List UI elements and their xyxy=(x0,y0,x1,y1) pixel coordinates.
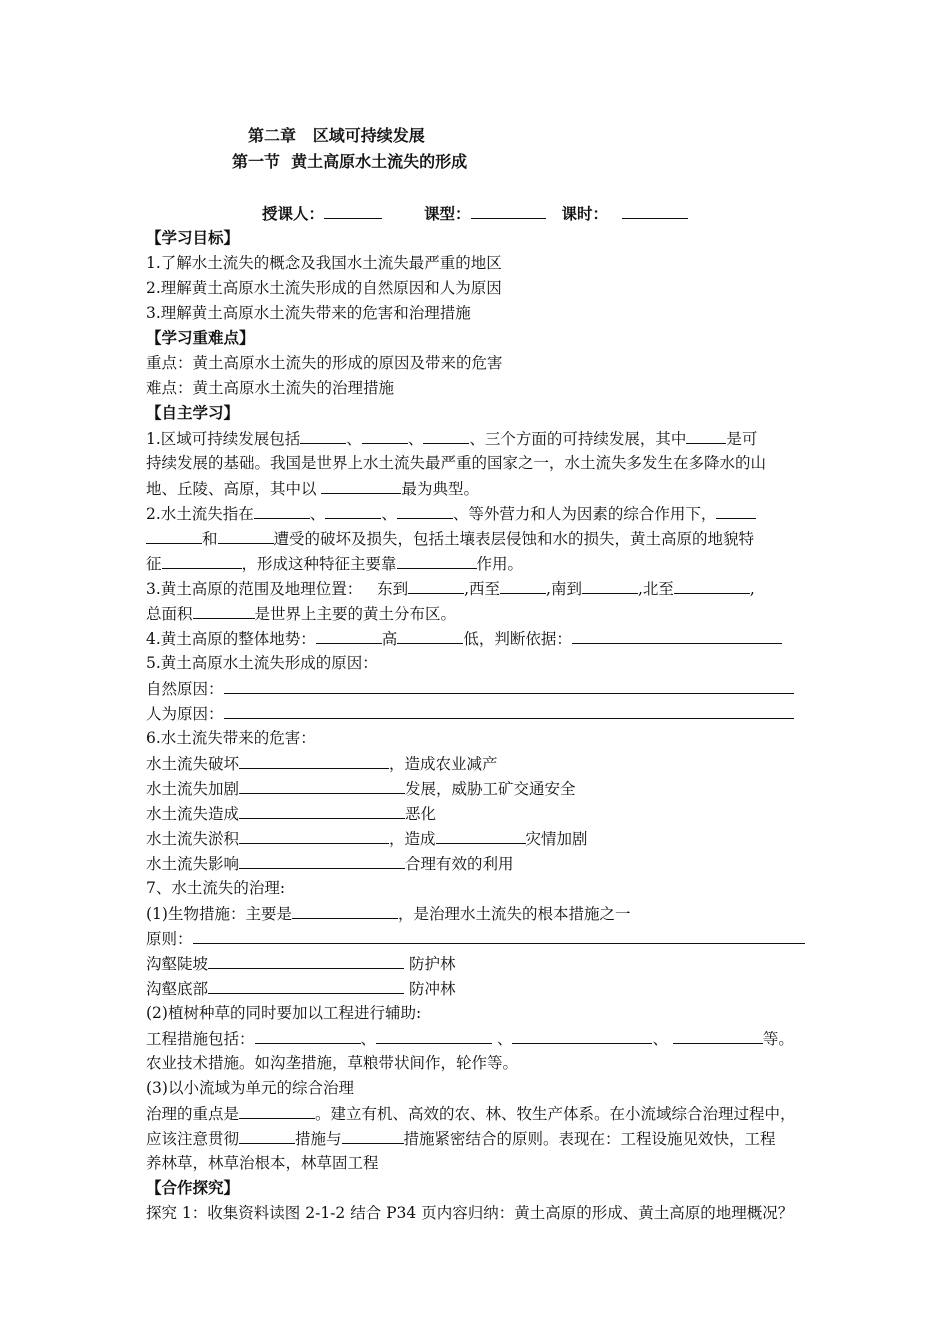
q7-eng-heading: (2)植树种草的同时要加以工程进行辅助: xyxy=(146,1004,422,1022)
q7-slope: 沟壑陡坡 防护林 xyxy=(146,955,456,973)
q3-line2: 总面积 是世界上主要的黄土分布区。 xyxy=(146,605,457,623)
blank[interactable] xyxy=(397,553,477,569)
blank[interactable] xyxy=(162,553,242,569)
q7-heading: 7、水土流失的治理: xyxy=(146,879,286,897)
blank[interactable] xyxy=(673,1028,763,1044)
blank[interactable] xyxy=(224,703,794,719)
q6-row: 水土流失加剧 发展，威胁工矿交通安全 xyxy=(146,780,576,798)
blank[interactable] xyxy=(208,953,404,969)
type-blank[interactable] xyxy=(471,203,546,219)
blank[interactable] xyxy=(255,1028,361,1044)
q7-bio: (1)生物措施：主要是 ，是治理水土流失的根本措施之一 xyxy=(146,905,631,923)
blank[interactable] xyxy=(193,928,805,944)
q6-heading: 6.水土流失带来的危害： xyxy=(146,729,316,747)
blank[interactable] xyxy=(674,578,750,594)
blank[interactable] xyxy=(239,1128,295,1144)
blank[interactable] xyxy=(239,753,389,769)
blank[interactable] xyxy=(239,1103,315,1119)
goals-heading: 【学习目标】 xyxy=(146,229,240,247)
blank[interactable] xyxy=(239,828,389,844)
teacher-blank[interactable] xyxy=(324,203,382,219)
focus-text: 重点：黄土高原水土流失的形成的原因及带来的危害 xyxy=(146,354,503,372)
blank[interactable] xyxy=(716,503,756,519)
blank[interactable] xyxy=(362,428,408,444)
blank[interactable] xyxy=(208,978,404,994)
q6-row: 水土流失影响 合理有效的利用 xyxy=(146,855,514,873)
hours-label: 课时： xyxy=(561,205,609,223)
q7-agri: 农业技术措施。如沟垄措施，草粮带状间作，轮作等。 xyxy=(146,1054,519,1072)
blank[interactable] xyxy=(397,503,453,519)
hours-blank[interactable] xyxy=(622,203,688,219)
q5-natural: 自然原因： xyxy=(146,678,794,699)
blank[interactable] xyxy=(224,678,794,694)
difficulty-text: 难点：黄土高原水土流失的治理措施 xyxy=(146,379,395,397)
q7-basin-heading: (3)以小流域为单元的综合治理 xyxy=(146,1079,354,1097)
teacher-label: 授课人： xyxy=(262,205,325,223)
q2-line1: 2.水土流失指在 、 、 、等外营力和人为因素的综合作用下， xyxy=(146,503,756,524)
chapter-title: 第二章 区域可持续发展 xyxy=(248,126,425,145)
blank[interactable] xyxy=(423,428,469,444)
blank[interactable] xyxy=(300,428,346,444)
blank[interactable] xyxy=(500,578,546,594)
goal-item: 2.理解黄土高原水土流失形成的自然原因和人为原因 xyxy=(146,279,502,297)
q7-basin-line3: 养林草，林草治根本，林草固工程 xyxy=(146,1154,379,1172)
type-label: 课型： xyxy=(424,205,471,223)
blank[interactable] xyxy=(572,628,782,644)
blank[interactable] xyxy=(239,778,405,794)
q7-principle: 原则： xyxy=(146,928,805,949)
q7-eng: 工程措施包括： 、 、 、 等。 xyxy=(146,1030,794,1048)
blank[interactable] xyxy=(436,828,526,844)
section-title: 第一节 黄土高原水土流失的形成 xyxy=(232,152,468,171)
q3-line1: 3.黄土高原的范围及地理位置： 东到 ,西至 ,南到 ,北至 , xyxy=(146,580,755,598)
keypoints-heading: 【学习重难点】 xyxy=(146,329,255,347)
blank[interactable] xyxy=(582,578,638,594)
q1-line2: 持续发展的基础。我国是世界上水土流失最严重的国家之一，水土流失多发生在多降水的山 xyxy=(146,454,767,472)
blank[interactable] xyxy=(342,1128,404,1144)
goal-item: 1.了解水土流失的概念及我国水土流失最严重的地区 xyxy=(146,254,502,272)
goal-item: 3.理解黄土高原水土流失带来的危害和治理措施 xyxy=(146,304,471,322)
blank[interactable] xyxy=(321,478,401,494)
q2-line3: 征 ，形成这种特征主要靠 作用。 xyxy=(146,555,524,573)
q2-line2: 和 遭受的破坏及损失，包括土壤表层侵蚀和水的损失，黄土高原的地貌特 xyxy=(146,528,754,549)
selfstudy-heading: 【自主学习】 xyxy=(146,404,240,422)
q1-line3: 地、丘陵、高原，其中以 最为典型。 xyxy=(146,480,479,498)
q6-row: 水土流失造成 恶化 xyxy=(146,805,437,823)
blank[interactable] xyxy=(316,628,382,644)
q5-human: 人为原因： xyxy=(146,703,794,724)
q4-line: 4.黄土高原的整体地势： 高 低，判断依据： xyxy=(146,628,782,649)
q7-basin-line2: 应该注意贯彻 措施与 措施紧密结合的原则。表现在：工程设施见效快，工程 xyxy=(146,1130,776,1148)
q1-line1: 1.区域可持续发展包括 、 、 、三个方面的可持续发展，其中 是可 xyxy=(146,430,758,448)
blank[interactable] xyxy=(193,603,255,619)
blank[interactable] xyxy=(397,628,463,644)
blank[interactable] xyxy=(686,428,726,444)
blank[interactable] xyxy=(239,853,405,869)
blank[interactable] xyxy=(146,528,202,544)
course-info-line xyxy=(262,203,688,224)
blank[interactable] xyxy=(239,803,405,819)
blank[interactable] xyxy=(254,503,310,519)
q5-heading: 5.黄土高原水土流失形成的原因： xyxy=(146,654,378,672)
blank[interactable] xyxy=(218,528,274,544)
blank[interactable] xyxy=(408,578,464,594)
cooperation-q1: 探究 1：收集资料读图 2-1-2 结合 P34 页内容归纳：黄土高原的形成、黄土高原的地理概况？ xyxy=(146,1204,794,1222)
blank[interactable] xyxy=(325,503,381,519)
cooperation-heading: 【合作探究】 xyxy=(146,1179,240,1197)
blank[interactable] xyxy=(512,1028,652,1044)
q6-row: 水土流失破坏 ，造成农业减产 xyxy=(146,755,498,773)
blank[interactable] xyxy=(376,1028,492,1044)
q7-basin-line1: 治理的重点是 。建立有机、高效的农、林、牧生产体系。在小流域综合治理过程中， xyxy=(146,1105,796,1123)
blank[interactable] xyxy=(292,903,398,919)
q7-bottom: 沟壑底部 防冲林 xyxy=(146,980,456,998)
q6-row: 水土流失淤积 ，造成 灾情加剧 xyxy=(146,830,588,848)
